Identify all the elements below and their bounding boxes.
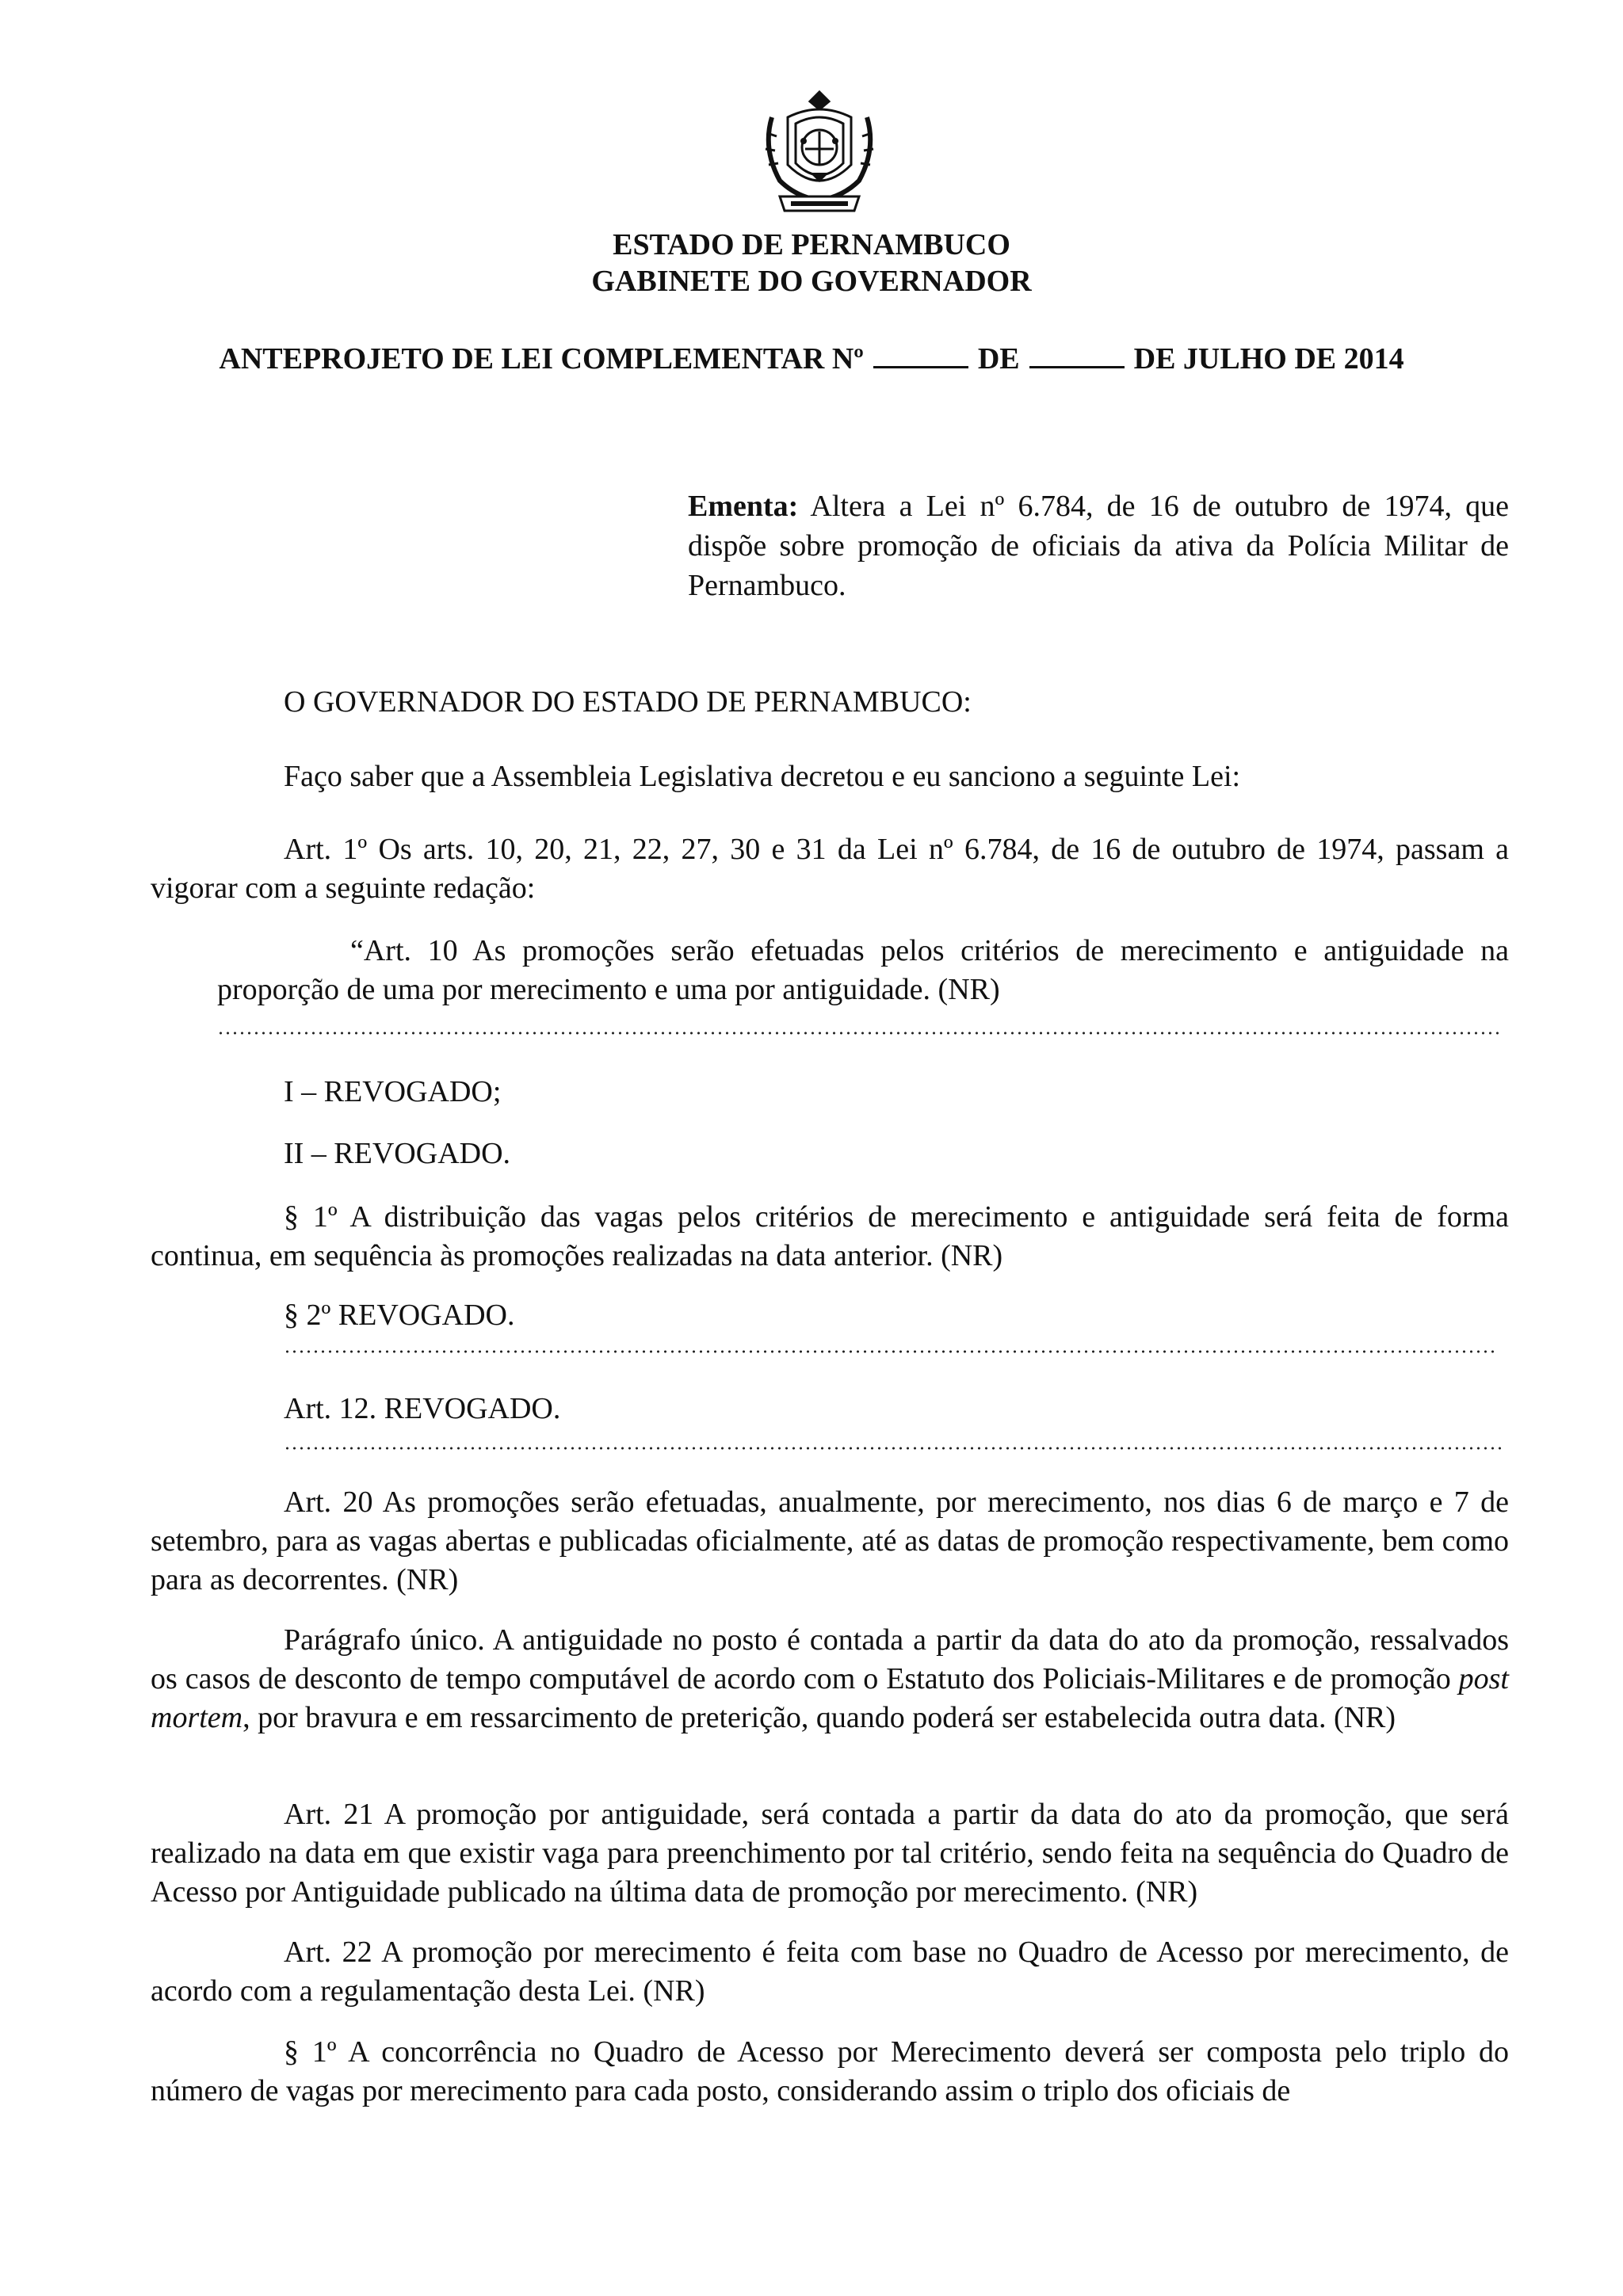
- number-blank: [873, 342, 968, 368]
- ementa: [688, 486, 1509, 605]
- decree-line: Faço saber que a Assembleia Legislativa decretou e eu sanciono a seguinte Lei:: [284, 760, 1241, 793]
- article-21: Art. 21 A promoção por antiguidade, será contada a partir da data do ato da promoção, que será realizado na data em que existir vaga para preenchimento por tal critério, sendo feita na sequência do Quadro de Acesso por Antiguidade publicado na última data de promoção por merecimento. (NR): [151, 1798, 1509, 1909]
- paragraph-2: § 2º REVOGADO.: [284, 1299, 515, 1332]
- paragraph-1: § 1º A distribuição das vagas pelos critérios de merecimento e antiguidade será feita de forma continua, em sequência às promoções realizadas na data anterior. (NR): [151, 1200, 1509, 1272]
- paragrafo-text-a: Parágrafo único. A antiguidade no posto é contada a partir da data do ato da promoção, ressalvados os casos de desconto de tempo computável de acordo com o Estatuto dos Policiais-Militares e de promoção: [151, 1623, 1509, 1695]
- article-10: “Art. 10 As promoções serão efetuadas pelos critérios de merecimento e antiguidade na proporção de uma por merecimento e uma por antiguidade. (NR): [217, 934, 1509, 1006]
- coat-of-arms-icon: [756, 86, 883, 220]
- ellipsis-line: [284, 1447, 1503, 1450]
- article-12: Art. 12. REVOGADO.: [284, 1392, 561, 1425]
- paragrafo-unico: [151, 1621, 1509, 1737]
- article-20: Art. 20 As promoções serão efetuadas, anualmente, por merecimento, nos dias 6 de março e 7 de setembro, para as vagas abertas e publicadas oficialmente, até as datas de promoção respectivamente, bem como para as decorrentes. (NR): [151, 1486, 1509, 1596]
- inciso-1: I – REVOGADO;: [284, 1075, 502, 1108]
- article-22-paragraph-1: § 1º A concorrência no Quadro de Acesso por Merecimento deverá ser composta pelo triplo do número de vagas por merecimento para cada posto, considerando assim o triplo dos oficiais de: [151, 2035, 1509, 2107]
- ementa-text: Altera a Lei nº 6.784, de 16 de outubro de 1974, que dispõe sobre promoção de oficiais da ativa da Polícia Militar de Pernambuco.: [688, 490, 1510, 602]
- day-blank: [1029, 342, 1125, 368]
- paragrafo-italic: post mortem: [151, 1662, 1509, 1734]
- paragrafo-text-b: , por bravura e em ressarcimento de preterição, quando poderá ser estabelecida outra data. (NR): [242, 1701, 1396, 1734]
- title-suffix: DE JULHO DE 2014: [1133, 342, 1404, 376]
- ementa-label: Ementa:: [688, 490, 799, 523]
- title-prefix: ANTEPROJETO DE LEI COMPLEMENTAR Nº: [219, 342, 864, 376]
- inciso-2: II – REVOGADO.: [284, 1137, 511, 1170]
- article-22: Art. 22 A promoção por merecimento é feita com base no Quadro de Acesso por merecimento, de acordo com a regulamentação desta Lei. (NR): [151, 1936, 1509, 2008]
- document-title: [151, 341, 1472, 377]
- header-office: GABINETE DO GOVERNADOR: [591, 265, 1032, 298]
- article-1: Art. 1º Os arts. 10, 20, 21, 22, 27, 30 e 31 da Lei nº 6.784, de 16 de outubro de 1974, passam a vigorar com a seguinte redação:: [151, 833, 1509, 905]
- governor-line: O GOVERNADOR DO ESTADO DE PERNAMBUCO:: [284, 685, 972, 719]
- ellipsis-line: [284, 1350, 1496, 1353]
- title-de: DE: [977, 342, 1020, 376]
- ellipsis-line: [217, 1032, 1503, 1035]
- header-state: ESTADO DE PERNAMBUCO: [613, 228, 1010, 261]
